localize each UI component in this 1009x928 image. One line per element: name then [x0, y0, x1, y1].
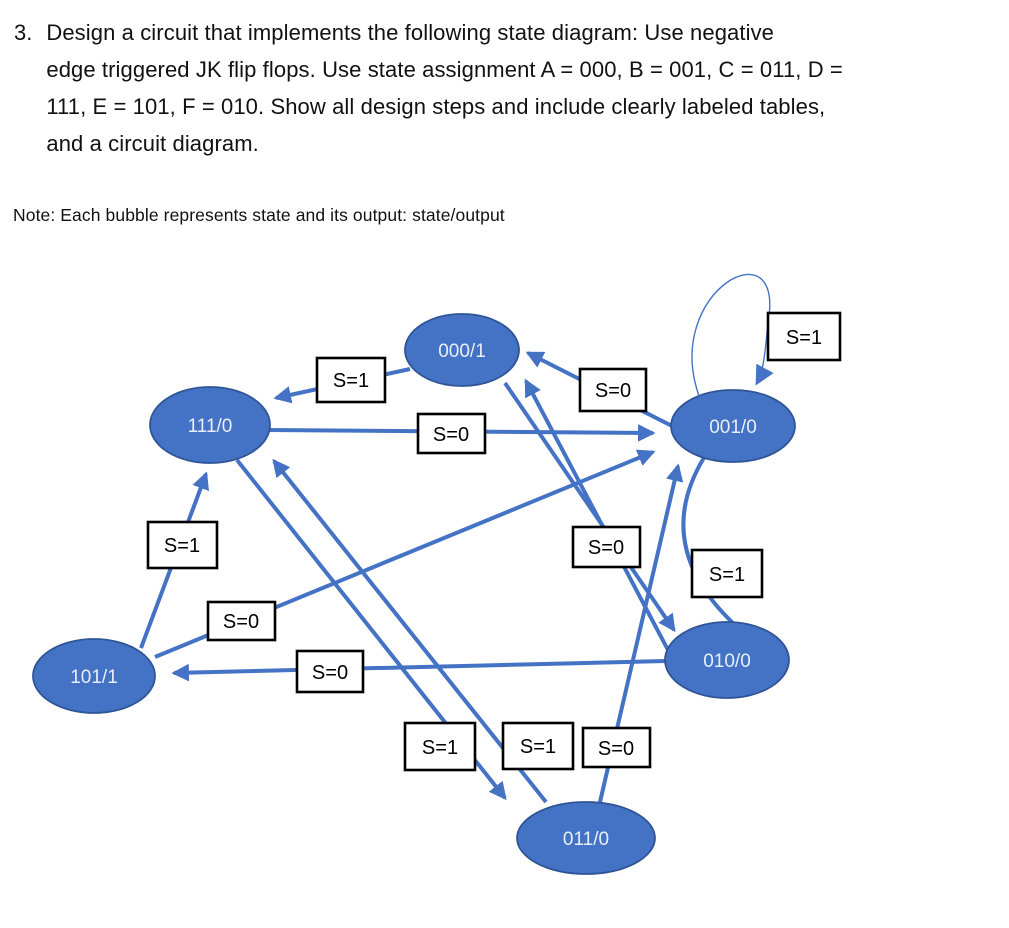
state-label-010-0: 010/0 — [703, 651, 751, 672]
problem-line-1: Design a circuit that implements the following state diagram: Use negative — [46, 20, 775, 45]
edge-label-001-010 — [692, 550, 762, 597]
state-bubble-001-0 — [671, 390, 795, 462]
state-bubble-000-1 — [405, 314, 519, 386]
problem-line-4: and a circuit diagram. — [46, 131, 259, 156]
state-bubble-010-0 — [665, 622, 789, 698]
edge-label-000-010 — [573, 527, 640, 567]
problem-number: 3. — [14, 20, 33, 45]
svg-text:S=1: S=1 — [785, 327, 823, 349]
state-bubble-011-0 — [517, 802, 655, 874]
problem-line-3: 111, E = 101, F = 010. Show all design steps and include clearly labeled tables, — [46, 94, 826, 119]
svg-text:S=0: S=0 — [587, 537, 625, 559]
arrow-010-to-101 — [174, 661, 666, 673]
svg-text:S=0: S=0 — [311, 662, 349, 684]
state-label-001-0: 001/0 — [709, 417, 757, 438]
state-label-111-0: 111/0 — [187, 416, 233, 437]
svg-text:S=0: S=0 — [597, 738, 635, 760]
note-text: Note: Each bubble represents state and its output: state/output — [13, 205, 505, 225]
svg-text:S=0: S=0 — [432, 424, 470, 446]
state-label-000-1: 000/1 — [438, 341, 486, 362]
svg-text:S=1: S=1 — [163, 535, 201, 557]
edge-label-101-111 — [148, 522, 217, 568]
arrow-001-to-010-curve — [683, 456, 735, 625]
state-bubble-111-0 — [150, 387, 270, 463]
svg-text:S=1: S=1 — [421, 737, 459, 759]
edge-label-101-001 — [208, 602, 275, 640]
state-bubbles — [33, 314, 795, 874]
state-label-011-0: 011/0 — [562, 829, 610, 850]
edge-label-000-111 — [317, 358, 385, 402]
problem-text — [46, 14, 843, 162]
self-loop-001 — [692, 274, 770, 396]
edge-label-001-self — [768, 313, 840, 360]
svg-text:S=1: S=1 — [332, 370, 370, 392]
svg-text:S=0: S=0 — [222, 611, 260, 633]
edge-label-111-001 — [418, 414, 485, 453]
edge-label-111-011 — [405, 723, 475, 770]
state-diagram — [0, 240, 1009, 928]
edge-label-001-000 — [580, 369, 646, 411]
transition-labels — [148, 313, 840, 770]
edge-label-011-001 — [583, 728, 650, 767]
svg-text:S=0: S=0 — [594, 380, 632, 402]
svg-text:S=1: S=1 — [519, 736, 557, 758]
problem-statement — [14, 14, 843, 162]
state-bubble-101-1 — [33, 639, 155, 713]
problem-line-2: edge triggered JK flip flops. Use state assignment A = 000, B = 001, C = 011, D = — [46, 57, 843, 82]
edge-label-010-101 — [297, 651, 363, 692]
edge-label-011-111 — [503, 723, 573, 769]
state-label-101-1: 101/1 — [70, 667, 118, 688]
svg-text:S=1: S=1 — [708, 564, 746, 586]
